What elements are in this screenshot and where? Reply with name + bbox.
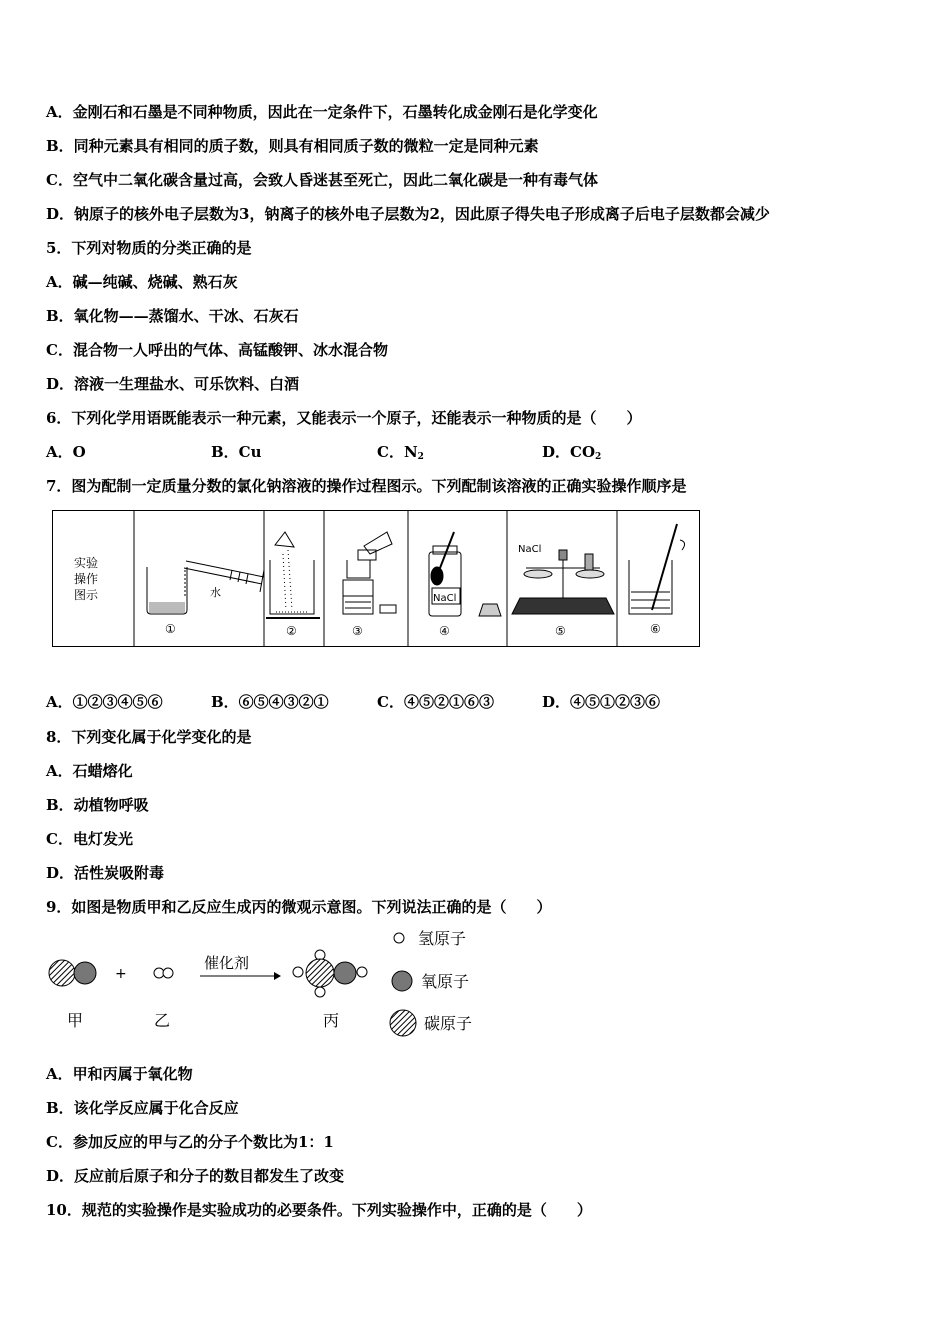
svg-text:操作: 操作 [74, 572, 99, 586]
q6-option-a: A．O [46, 443, 86, 461]
molecule-bing [293, 950, 367, 997]
q6-stem: 6．下列化学用语既能表示一种元素，又能表示一个原子，还能表示一种物质的是（ ） [46, 409, 642, 427]
molecule-yi [154, 968, 173, 978]
q5-option-c: C．混合物一人呼出的气体、高锰酸钾、冰水混合物 [46, 341, 388, 359]
q7-stem: 7．图为配制一定质量分数的氯化钠溶液的操作过程图示。下列配制该溶液的正确实验操作顺序是 [46, 477, 687, 495]
step-6-label: ⑥ [650, 622, 661, 636]
q5-option-b: B．氧化物——蒸馏水、干冰、石灰石 [46, 307, 299, 325]
step6-stirring [629, 524, 685, 614]
q4-option-c: C．空气中二氧化碳含量过高，会致人昏迷甚至死亡，因此二氧化碳是一种有毒气体 [46, 171, 598, 189]
plus-sign: + [115, 966, 127, 982]
q9-reaction-figure [40, 922, 500, 1047]
q8-option-a: A．石蜡熔化 [46, 762, 133, 780]
q8-option-b: B．动植物呼吸 [46, 796, 149, 814]
q7-procedure-figure [52, 510, 702, 650]
q4-option-a: A．金刚石和石墨是不同种物质，因此在一定条件下，石墨转化成金刚石是化学变化 [46, 103, 598, 121]
step5-balance [512, 550, 614, 614]
q10-stem: 10．规范的实验操作是实验成功的必要条件。下列实验操作中，正确的是（ ） [46, 1201, 592, 1219]
q8-option-c: C．电灯发光 [46, 830, 133, 848]
figure-label [74, 556, 99, 602]
label-bing: 丙 [323, 1011, 340, 1030]
step-2-label: ② [286, 624, 297, 638]
q6-option-b: B．Cu [211, 443, 262, 461]
q5-option-d: D．溶液一生理盐水、可乐饮料、白酒 [46, 375, 300, 393]
q9-stem: 9．如图是物质甲和乙反应生成丙的微观示意图。下列说法正确的是（ ） [46, 898, 552, 916]
svg-text:图示: 图示 [74, 588, 99, 602]
step1-pour-water [147, 561, 264, 614]
legend-carbon: 碳原子 [424, 1014, 473, 1033]
nacl-bottle-label: NaCl [433, 593, 457, 604]
step2-add-solid [266, 532, 320, 618]
water-label: 水 [210, 586, 221, 599]
q7-option-c: C．④⑤②①⑥③ [377, 693, 494, 711]
step3-pour-into-beaker [343, 532, 396, 614]
catalyst-label: 催化剂 [204, 954, 250, 972]
q7-option-d: D．④⑤①②③⑥ [542, 693, 661, 711]
q9-option-a: A．甲和丙属于氧化物 [46, 1065, 193, 1083]
step-3-label: ③ [352, 624, 363, 638]
label-yi: 乙 [154, 1011, 171, 1030]
q6-option-c: C．$N_2$ [377, 443, 424, 462]
q9-option-c: C．参加反应的甲与乙的分子个数比为1：1 [46, 1133, 334, 1151]
legend-oxygen: 氧原子 [421, 972, 470, 991]
q4-option-d: D．钠原子的核外电子层数为3，钠离子的核外电子层数为2，因此原子得失电子形成离子后电子层数都会减少 [46, 205, 770, 223]
nacl-scale-label: NaCl [518, 544, 542, 555]
q9-option-b: B．该化学反应属于化合反应 [46, 1099, 239, 1117]
q4-option-b: B．同种元素具有相同的质子数，则具有相同质子数的微粒一定是同种元素 [46, 137, 539, 155]
legend [390, 929, 472, 1036]
legend-hydrogen: 氢原子 [418, 929, 467, 948]
q5-option-a: A．碱—纯碱、烧碱、熟石灰 [46, 273, 238, 291]
q7-option-a: A．①②③④⑤⑥ [46, 693, 163, 711]
step-4-label: ④ [439, 624, 450, 638]
svg-text:实验: 实验 [74, 556, 99, 570]
q7-option-b: B．⑥⑤④③②① [211, 693, 329, 711]
label-jia: 甲 [67, 1011, 84, 1030]
q9-option-d: D．反应前后原子和分子的数目都发生了改变 [46, 1167, 345, 1185]
reaction-arrow [200, 972, 281, 980]
step-1-label: ① [165, 622, 176, 636]
step-5-label: ⑤ [555, 624, 566, 638]
q8-option-d: D．活性炭吸附毒 [46, 864, 165, 882]
q8-stem: 8．下列变化属于化学变化的是 [46, 728, 252, 746]
q6-option-d: D．$CO_2$ [542, 443, 602, 462]
molecule-jia [49, 960, 96, 986]
q5-stem: 5．下列对物质的分类正确的是 [46, 239, 252, 257]
